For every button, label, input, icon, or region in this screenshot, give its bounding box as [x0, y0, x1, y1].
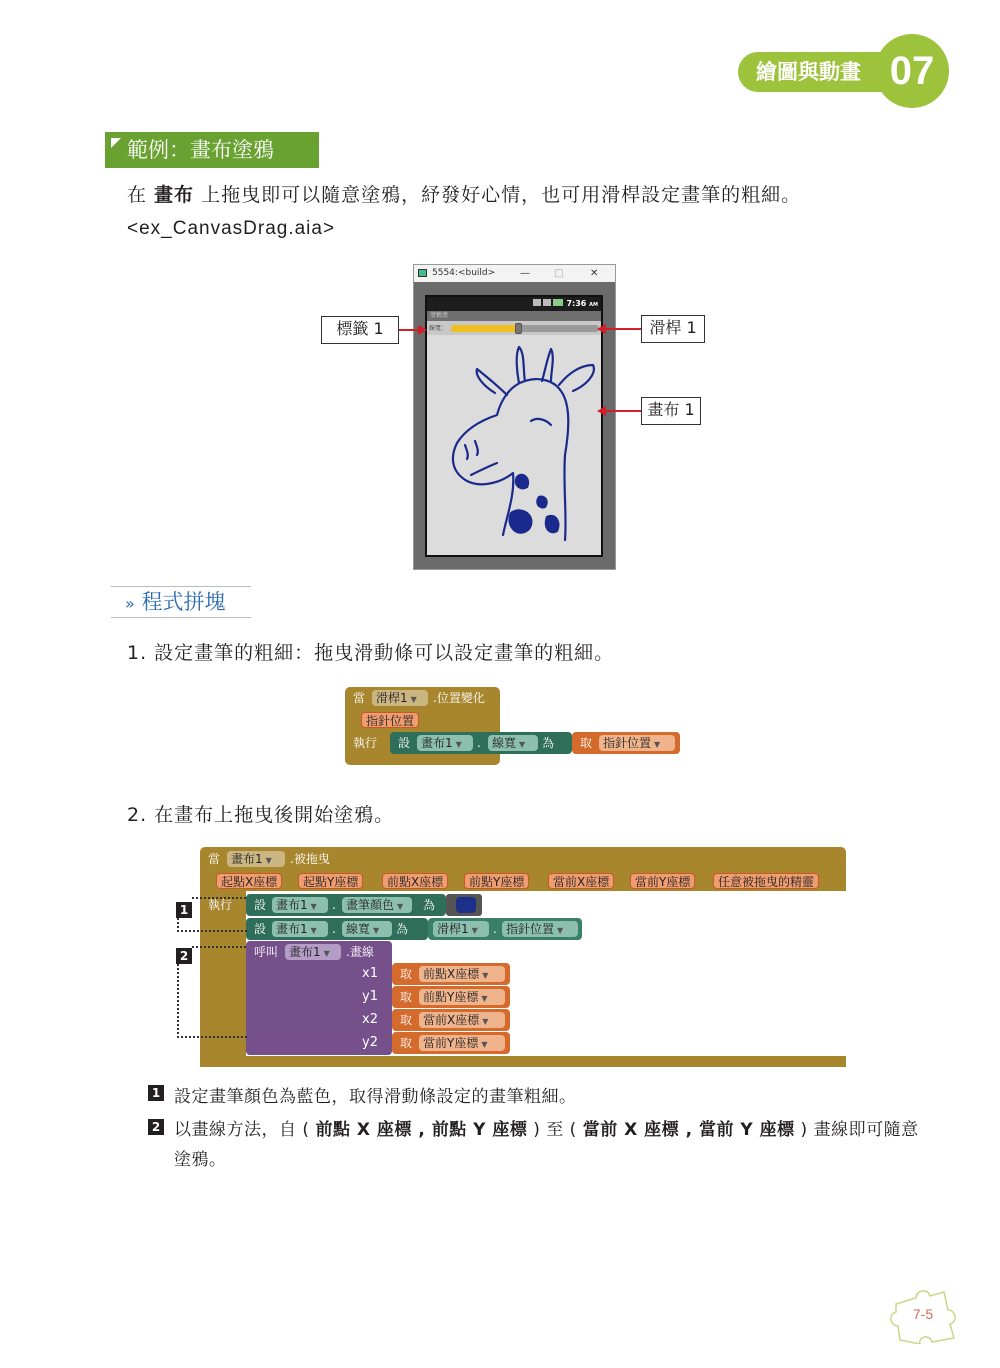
chevron-down-icon: ▼	[373, 926, 380, 935]
horn-right	[542, 349, 553, 381]
chevron-down-icon: ▼	[310, 926, 317, 935]
arg-var-dropdown[interactable]	[419, 989, 505, 1005]
corner-triangle-icon	[111, 138, 121, 148]
marker-1-top	[192, 897, 246, 899]
desc-bold: 畫布	[154, 184, 195, 206]
page-number-badge	[888, 1286, 958, 1344]
section-prefix: »	[125, 594, 135, 613]
event-param[interactable]: 前點X座標	[382, 873, 448, 889]
dot-label: .	[332, 922, 336, 936]
emulator-screenshot	[413, 264, 616, 570]
get-label: 取	[400, 990, 413, 1004]
prop-dropdown[interactable]	[342, 897, 412, 913]
when-label: 當	[353, 691, 366, 705]
to-label: 為	[542, 736, 555, 750]
note-2	[174, 1115, 934, 1140]
target-dropdown[interactable]	[272, 897, 328, 913]
when-label: 當	[208, 852, 221, 866]
get-label: 取	[400, 1036, 413, 1050]
component-dropdown[interactable]	[227, 851, 285, 867]
status-bar	[427, 297, 601, 311]
event-param[interactable]: 起點X座標	[216, 873, 282, 889]
event-block-canvas-bottom	[200, 1056, 846, 1067]
chevron-down-icon: ▼	[397, 902, 404, 911]
arrow-slider1	[604, 328, 641, 330]
marker-1-bracket	[177, 918, 247, 932]
target-dropdown[interactable]	[272, 921, 328, 937]
drawing-canvas[interactable]	[427, 335, 601, 555]
note-1-marker: 1	[148, 1085, 164, 1101]
slider-row	[427, 321, 601, 335]
prop-name: 線寬	[346, 922, 371, 936]
chevron-down-icon: ▼	[481, 1040, 488, 1049]
section-title: 程式拼塊	[141, 590, 226, 614]
call-target-dropdown[interactable]	[285, 944, 341, 960]
example-file: <ex_CanvasDrag.aia>	[127, 218, 336, 239]
get-var-dropdown[interactable]	[599, 735, 675, 751]
component-dropdown[interactable]	[372, 690, 428, 706]
call-label: 呼叫	[254, 945, 279, 959]
prop-name: 線寬	[492, 736, 517, 750]
slider-fill	[451, 325, 518, 332]
maximize-icon[interactable]: □	[554, 268, 564, 279]
chevron-down-icon: ▼	[323, 949, 330, 958]
arg-name: y1	[362, 989, 378, 1004]
spot-4	[546, 516, 558, 532]
window-title: 5554:<build>	[432, 268, 496, 278]
chevron-down-icon: ▼	[310, 902, 317, 911]
arg-name: x1	[362, 966, 378, 981]
color-block[interactable]	[446, 894, 482, 916]
prop-dropdown[interactable]	[342, 921, 392, 937]
arg-name: x2	[362, 1012, 378, 1027]
set-label: 設	[254, 922, 267, 936]
note-2-bold-2: 當前 X 座標 , 當前 Y 座標	[582, 1120, 795, 1140]
chapter-number: 07	[875, 34, 949, 108]
arg-var-dropdown[interactable]	[419, 1035, 505, 1051]
spot-2	[537, 497, 546, 508]
mouth	[471, 463, 497, 475]
minimize-icon[interactable]: —	[520, 268, 530, 279]
desc-post: 上拖曳即可以隨意塗鴉，紓發好心情，也可用滑桿設定畫筆的粗細。	[194, 184, 802, 206]
chevron-down-icon: ▼	[482, 1017, 489, 1026]
app-title: 塗鴉塗	[427, 311, 601, 321]
arg-var-name: 前點X座標	[423, 967, 480, 981]
arg-var-name: 當前Y座標	[423, 1036, 479, 1050]
to-label: 為	[396, 922, 409, 936]
to-label: 為	[423, 898, 436, 912]
component-name: 畫布1	[231, 852, 263, 866]
callout-canvas1: 畫布 1	[641, 397, 701, 425]
battery-icon	[553, 299, 563, 306]
chevron-down-icon: ▼	[654, 740, 661, 749]
note-2-bold-1: 前點 X 座標 , 前點 Y 座標	[315, 1120, 528, 1140]
step-2: 2. 在畫布上拖曳後開始塗鴉。	[127, 804, 395, 826]
event-param[interactable]: 當前X座標	[548, 873, 614, 889]
spot-1	[516, 475, 528, 488]
src-prop-name: 指針位置	[506, 922, 555, 936]
note-1: 設定畫筆顏色為藍色，取得滑動條設定的畫筆粗細。	[174, 1087, 577, 1107]
arrowhead-slider1	[597, 324, 606, 334]
slider-thumb[interactable]	[515, 323, 522, 334]
chevron-down-icon: ▼	[455, 740, 462, 749]
status-time: 7:36	[566, 299, 587, 308]
chevron-down-icon: ▼	[557, 926, 564, 935]
target-name: 畫布1	[421, 736, 453, 750]
chevron-down-icon: ▼	[410, 695, 417, 704]
ear-left	[477, 369, 507, 395]
call-target-name: 畫布1	[289, 945, 321, 959]
arg-var-name: 當前X座標	[423, 1013, 480, 1027]
section-heading	[111, 586, 251, 618]
signal-icon	[543, 299, 551, 306]
sim-icon	[533, 299, 541, 306]
giraffe-doodle	[453, 347, 594, 540]
slider-label: 線寬：	[429, 325, 448, 332]
event-param[interactable]: 前點Y座標	[464, 873, 529, 889]
dot-label: .	[332, 898, 336, 912]
target-name: 畫布1	[276, 922, 308, 936]
arrowhead-label1	[418, 325, 427, 335]
example-heading	[105, 132, 319, 168]
prop-name: 畫筆顏色	[346, 898, 395, 912]
src-dropdown[interactable]	[433, 921, 489, 937]
target-dropdown[interactable]	[417, 735, 473, 751]
event-name: .位置變化	[433, 691, 485, 705]
arrow-canvas1	[604, 410, 641, 412]
component-name: 滑桿1	[376, 691, 408, 705]
chevron-down-icon: ▼	[471, 926, 478, 935]
marker-2: 2	[176, 948, 192, 964]
chapter-title: 繪圖與動畫	[738, 52, 898, 92]
marker-2-top	[192, 946, 246, 948]
event-param[interactable]: 指針位置	[361, 712, 419, 728]
phone-screen	[425, 295, 603, 557]
event-param[interactable]: 起點Y座標	[298, 873, 363, 889]
event-param[interactable]: 當前Y座標	[630, 873, 695, 889]
chevron-down-icon: ▼	[265, 856, 272, 865]
arg-var-dropdown[interactable]	[419, 1012, 505, 1028]
horn-left	[517, 347, 525, 383]
marker-2-bracket	[177, 964, 247, 1038]
page-number: 7-5	[912, 1306, 934, 1322]
note-2-pre: 以畫線方法，自 (	[174, 1120, 316, 1140]
get-var-name: 指針位置	[603, 736, 652, 750]
head-outline	[525, 379, 568, 540]
chevron-down-icon: ▼	[481, 994, 488, 1003]
get-label: 取	[580, 736, 593, 750]
status-ampm: AM	[589, 302, 598, 308]
arg-var-dropdown[interactable]	[419, 966, 505, 982]
arrowhead-canvas1	[597, 406, 606, 416]
window-titlebar	[414, 265, 615, 282]
set-label: 設	[254, 898, 267, 912]
step-1: 1. 設定畫筆的粗細：拖曳滑動條可以設定畫筆的粗細。	[127, 642, 615, 664]
get-label: 取	[400, 1013, 413, 1027]
close-icon[interactable]: ✕	[590, 268, 599, 279]
spot-3	[510, 510, 532, 532]
arg-name: y2	[362, 1035, 378, 1050]
desc-pre: 在	[127, 184, 155, 206]
note-2-marker: 2	[148, 1119, 164, 1135]
dot-label: .	[493, 922, 497, 936]
prop-dropdown[interactable]	[488, 735, 538, 751]
callout-label1: 標籤 1	[321, 316, 399, 344]
arg-var-name: 前點Y座標	[423, 990, 479, 1004]
src-prop-dropdown[interactable]	[502, 921, 578, 937]
src-name: 滑桿1	[437, 922, 469, 936]
note-2-mid: ) 至 (	[527, 1120, 583, 1140]
width-slider[interactable]	[451, 325, 599, 332]
callout-slider1: 滑桿 1	[641, 315, 705, 343]
method-name: .畫線	[346, 945, 374, 959]
chevron-down-icon: ▼	[519, 740, 526, 749]
marker-1: 1	[176, 902, 192, 918]
event-param[interactable]: 任意被拖曳的精靈	[713, 873, 819, 889]
nostril-1	[465, 445, 468, 459]
event-name: .被拖曳	[290, 852, 330, 866]
do-label: 執行	[353, 736, 378, 750]
ear-right	[559, 365, 594, 391]
example-description	[127, 180, 801, 207]
app-icon	[418, 269, 427, 277]
nostril-2	[475, 441, 478, 455]
note-2-post: ) 畫線即可隨意	[794, 1120, 919, 1140]
chevron-down-icon: ▼	[482, 971, 489, 980]
do-label: 執行	[208, 898, 233, 912]
note-2-continued: 塗鴉。	[174, 1150, 227, 1170]
dot-label: .	[477, 736, 481, 750]
get-label: 取	[400, 967, 413, 981]
color-swatch	[456, 897, 476, 913]
example-heading-text: 範例：畫布塗鴉	[127, 138, 274, 162]
set-label: 設	[398, 736, 411, 750]
target-name: 畫布1	[276, 898, 308, 912]
eye-closed	[531, 419, 551, 425]
